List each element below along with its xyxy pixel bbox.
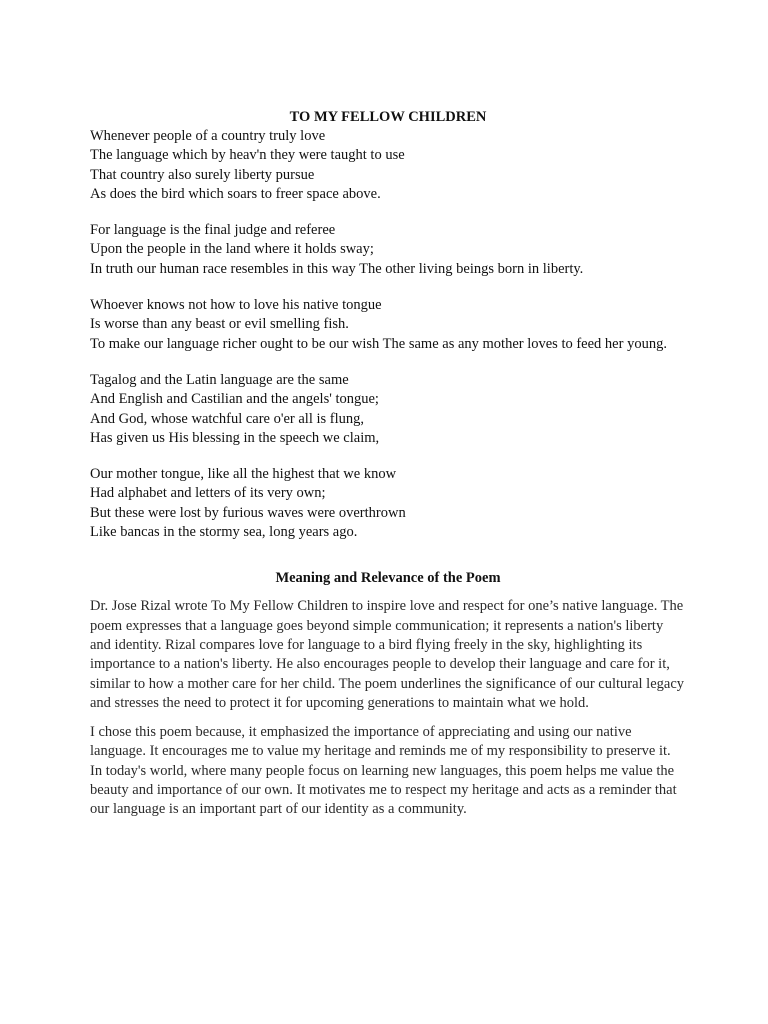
poem-line: That country also surely liberty pursue	[90, 166, 315, 183]
poem-line: Upon the people in the land where it holds sway;	[90, 241, 374, 258]
poem-line: In truth our human race resembles in this way The other living beings born in liberty.	[90, 260, 584, 277]
poem-line: Whoever knows not how to love his native tongue	[90, 297, 382, 314]
poem-line: Had alphabet and letters of its very own;	[90, 485, 326, 502]
poem-line: As does the bird which soars to freer space above.	[90, 185, 381, 202]
poem-line: And God, whose watchful care o'er all is flung,	[90, 410, 365, 427]
body-paragraph-1: Dr. Jose Rizal wrote To My Fellow Children to inspire love and respect for one’s native language. The poem expresses that a language goes beyond simple communication; it represents a nation's liberty and identity. Rizal compares love for language to a bird flying freely in the sky, highlighting its importance to a nation's liberty. He also encourages people to develop their language and care for it, similar to how a mother care for her child. The poem underlines the significance of our cultural legacy and stresses the need to protect it for upcoming generations to maintain what we hold.	[90, 598, 685, 711]
poem-line: And English and Castilian and the angels' tongue;	[90, 391, 379, 408]
stanza-4	[90, 371, 686, 448]
poem-line: To make our language richer ought to be our wish The same as any mother loves to feed her young.	[90, 335, 667, 352]
poem-line: Is worse than any beast or evil smelling fish.	[90, 316, 349, 333]
poem-line: Tagalog and the Latin language are the same	[90, 371, 349, 388]
body-paragraph-2: I chose this poem because, it emphasized the importance of appreciating and using our native language. It encourages me to value my heritage and reminds me of my responsibility to preserve it. In today's world, where many people focus on learning new languages, this poem helps me value the beauty and importance of our own. It motivates me to respect my heritage and acts as a reminder that our language is an important part of our identity as a community.	[90, 724, 677, 818]
poem-line: For language is the final judge and referee	[90, 222, 336, 239]
poem-body	[90, 127, 686, 542]
poem-line: Like bancas in the stormy sea, long years ago.	[90, 524, 358, 541]
stanza-1	[90, 127, 686, 204]
poem-line: Has given us His blessing in the speech we claim,	[90, 429, 380, 446]
poem-line: But these were lost by furious waves were overthrown	[90, 504, 406, 521]
stanza-3	[90, 296, 686, 354]
poem-line: The language which by heav'n they were taught to use	[90, 147, 405, 164]
document-page	[90, 108, 686, 820]
stanza-5	[90, 465, 686, 542]
stanza-2	[90, 221, 686, 279]
poem-title: TO MY FELLOW CHILDREN	[289, 109, 487, 125]
poem-line: Our mother tongue, like all the highest that we know	[90, 466, 397, 483]
section-heading: Meaning and Relevance of the Poem	[275, 570, 501, 587]
poem-line: Whenever people of a country truly love	[90, 128, 326, 144]
